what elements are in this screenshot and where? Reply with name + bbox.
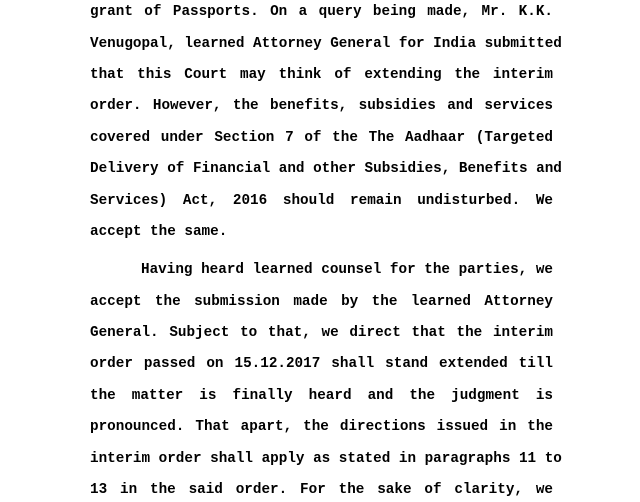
text-line: the matter is finally heard and the judgment is [90,388,553,404]
text-line: accept the same. [90,224,228,240]
text-line: General. Subject to that, we direct that the interim [90,325,553,341]
text-line: that this Court may think of extending the interim [90,67,553,83]
text-line: grant of Passports. On a query being made, Mr. K.K. [90,4,553,20]
text-line: order passed on 15.12.2017 shall stand extended till [90,356,553,372]
text-line: covered under Section 7 of the The Aadhaar (Targeted [90,130,553,146]
text-line: pronounced. That apart, the directions issued in the [90,419,553,435]
text-line: 13 in the said order. For the sake of clarity, we [90,482,553,498]
text-line: accept the submission made by the learned Attorney [90,294,553,310]
text-line: Having heard learned counsel for the parties, we [141,262,553,278]
text-line: Services) Act, 2016 should remain undisturbed. We [90,193,553,209]
text-line: Venugopal, learned Attorney General for India submitted [90,36,562,52]
text-line: order. However, the benefits, subsidies and services [90,98,553,114]
text-line: Delivery of Financial and other Subsidies, Benefits and [90,161,562,177]
text-line: interim order shall apply as stated in paragraphs 11 to [90,451,562,467]
